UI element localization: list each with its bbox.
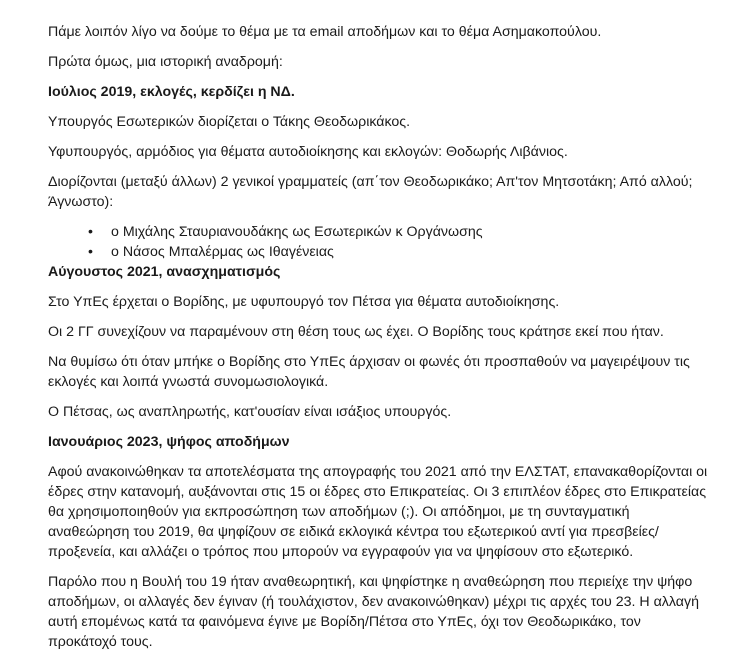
bullet-icon: • bbox=[88, 244, 93, 260]
paragraph-history-intro: Πρώτα όμως, μια ιστορική αναδρομή: bbox=[48, 54, 283, 70]
bullet-list bbox=[48, 222, 708, 262]
paragraph-general-secretaries: Διορίζονται (μεταξύ άλλων) 2 γενικοί γραμματείς (απ΄τον Θεοδωρικάκο; Απ'τον Μητσοτάκη; Από αλλού; Άγνωστο): bbox=[48, 174, 693, 210]
paragraph-intro: Πάμε λοιπόν λίγο να δούμε το θέμα με τα email αποδήμων και το θέμα Ασημακοπούλου. bbox=[48, 24, 602, 40]
paragraph-voridis: Στο ΥπΕς έρχεται ο Βορίδης, με υφυπουργό τον Πέτσα για θέματα αυτοδιοίκησης. bbox=[48, 294, 560, 310]
paragraph-conspiracy: Να θυμίσω ότι όταν μπήκε ο Βορίδης στο ΥπΕς άρχισαν οι φωνές ότι προσπαθούν να μαγειρέψουν τις εκλογές και λοιπά γνωστά συνομωσιολογικά. bbox=[48, 354, 690, 390]
paragraph-census: Αφού ανακοινώθηκαν τα αποτελέσματα της απογραφής του 2021 από την ΕΛΣΤΑΤ, επανακαθορίζονται οι έδρες στην κατανομή, αυξάνονται στις 15 οι έδρες στο Επικρατείας. Οι 3 επιπλέον έδρες στο Επικρατείας θα χρησιμοποιηθούν για εκπροσώπηση των αποδήμων (;). Οι απόδημοι, με τη συνταγματική αναθεώρηση του 2019, θα ψηφίζουν σε ειδικά εκλογικά κέντρα του εξωτερικού αντί για πρεσβείες/προξενεία, και αλλάζει ο τρόπος που μπορούν να εγγραφούν για να ψηφίσουν στο εξωτερικό. bbox=[48, 464, 708, 560]
list-item-text: ο Μιχάλης Σταυριανουδάκης ως Εσωτερικών κ Οργάνωσης bbox=[111, 224, 483, 240]
heading-january-2023: Ιανουάριος 2023, ψήφος αποδήμων bbox=[48, 434, 290, 450]
paragraph-deputy-minister: Υφυπουργός, αρμόδιος για θέματα αυτοδιοίκησης και εκλογών: Θοδωρής Λιβάνιος. bbox=[48, 144, 568, 160]
list-item bbox=[48, 222, 708, 242]
heading-august-2021: Αύγουστος 2021, ανασχηματισμός bbox=[48, 264, 281, 280]
list-item bbox=[48, 242, 708, 262]
list-item-text: ο Νάσος Μπαλέρμας ως Ιθαγένειας bbox=[111, 244, 334, 260]
paragraph-revision: Παρόλο που η Βουλή του 19 ήταν αναθεωρητική, και ψηφίστηκε η αναθεώρηση που περιείχε την ψήφο αποδήμων, οι αλλαγές δεν έγιναν (ή τουλάχιστον, δεν ανακοινώθηκαν) μέχρι τις αρχές του 23. Η αλλαγή αυτή επομένως κατά τα φαινόμενα έγινε με Βορίδη/Πέτσα στο ΥπΕς, όχι τον Θεοδωρικάκο, τον προκάτοχό τους. bbox=[48, 574, 699, 650]
heading-july-2019: Ιούλιος 2019, εκλογές, κερδίζει η ΝΔ. bbox=[48, 84, 295, 100]
paragraph-minister: Υπουργός Εσωτερικών διορίζεται ο Τάκης Θεοδωρικάκος. bbox=[48, 114, 411, 130]
bullet-icon: • bbox=[88, 224, 93, 240]
document-body bbox=[48, 22, 708, 662]
paragraph-secretaries-remain: Οι 2 ΓΓ συνεχίζουν να παραμένουν στη θέση τους ως έχει. Ο Βορίδης τους κράτησε εκεί που ήταν. bbox=[48, 324, 664, 340]
paragraph-petsas: Ο Πέτσας, ως αναπληρωτής, κατ'ουσίαν είναι ισάξιος υπουργός. bbox=[48, 404, 452, 420]
